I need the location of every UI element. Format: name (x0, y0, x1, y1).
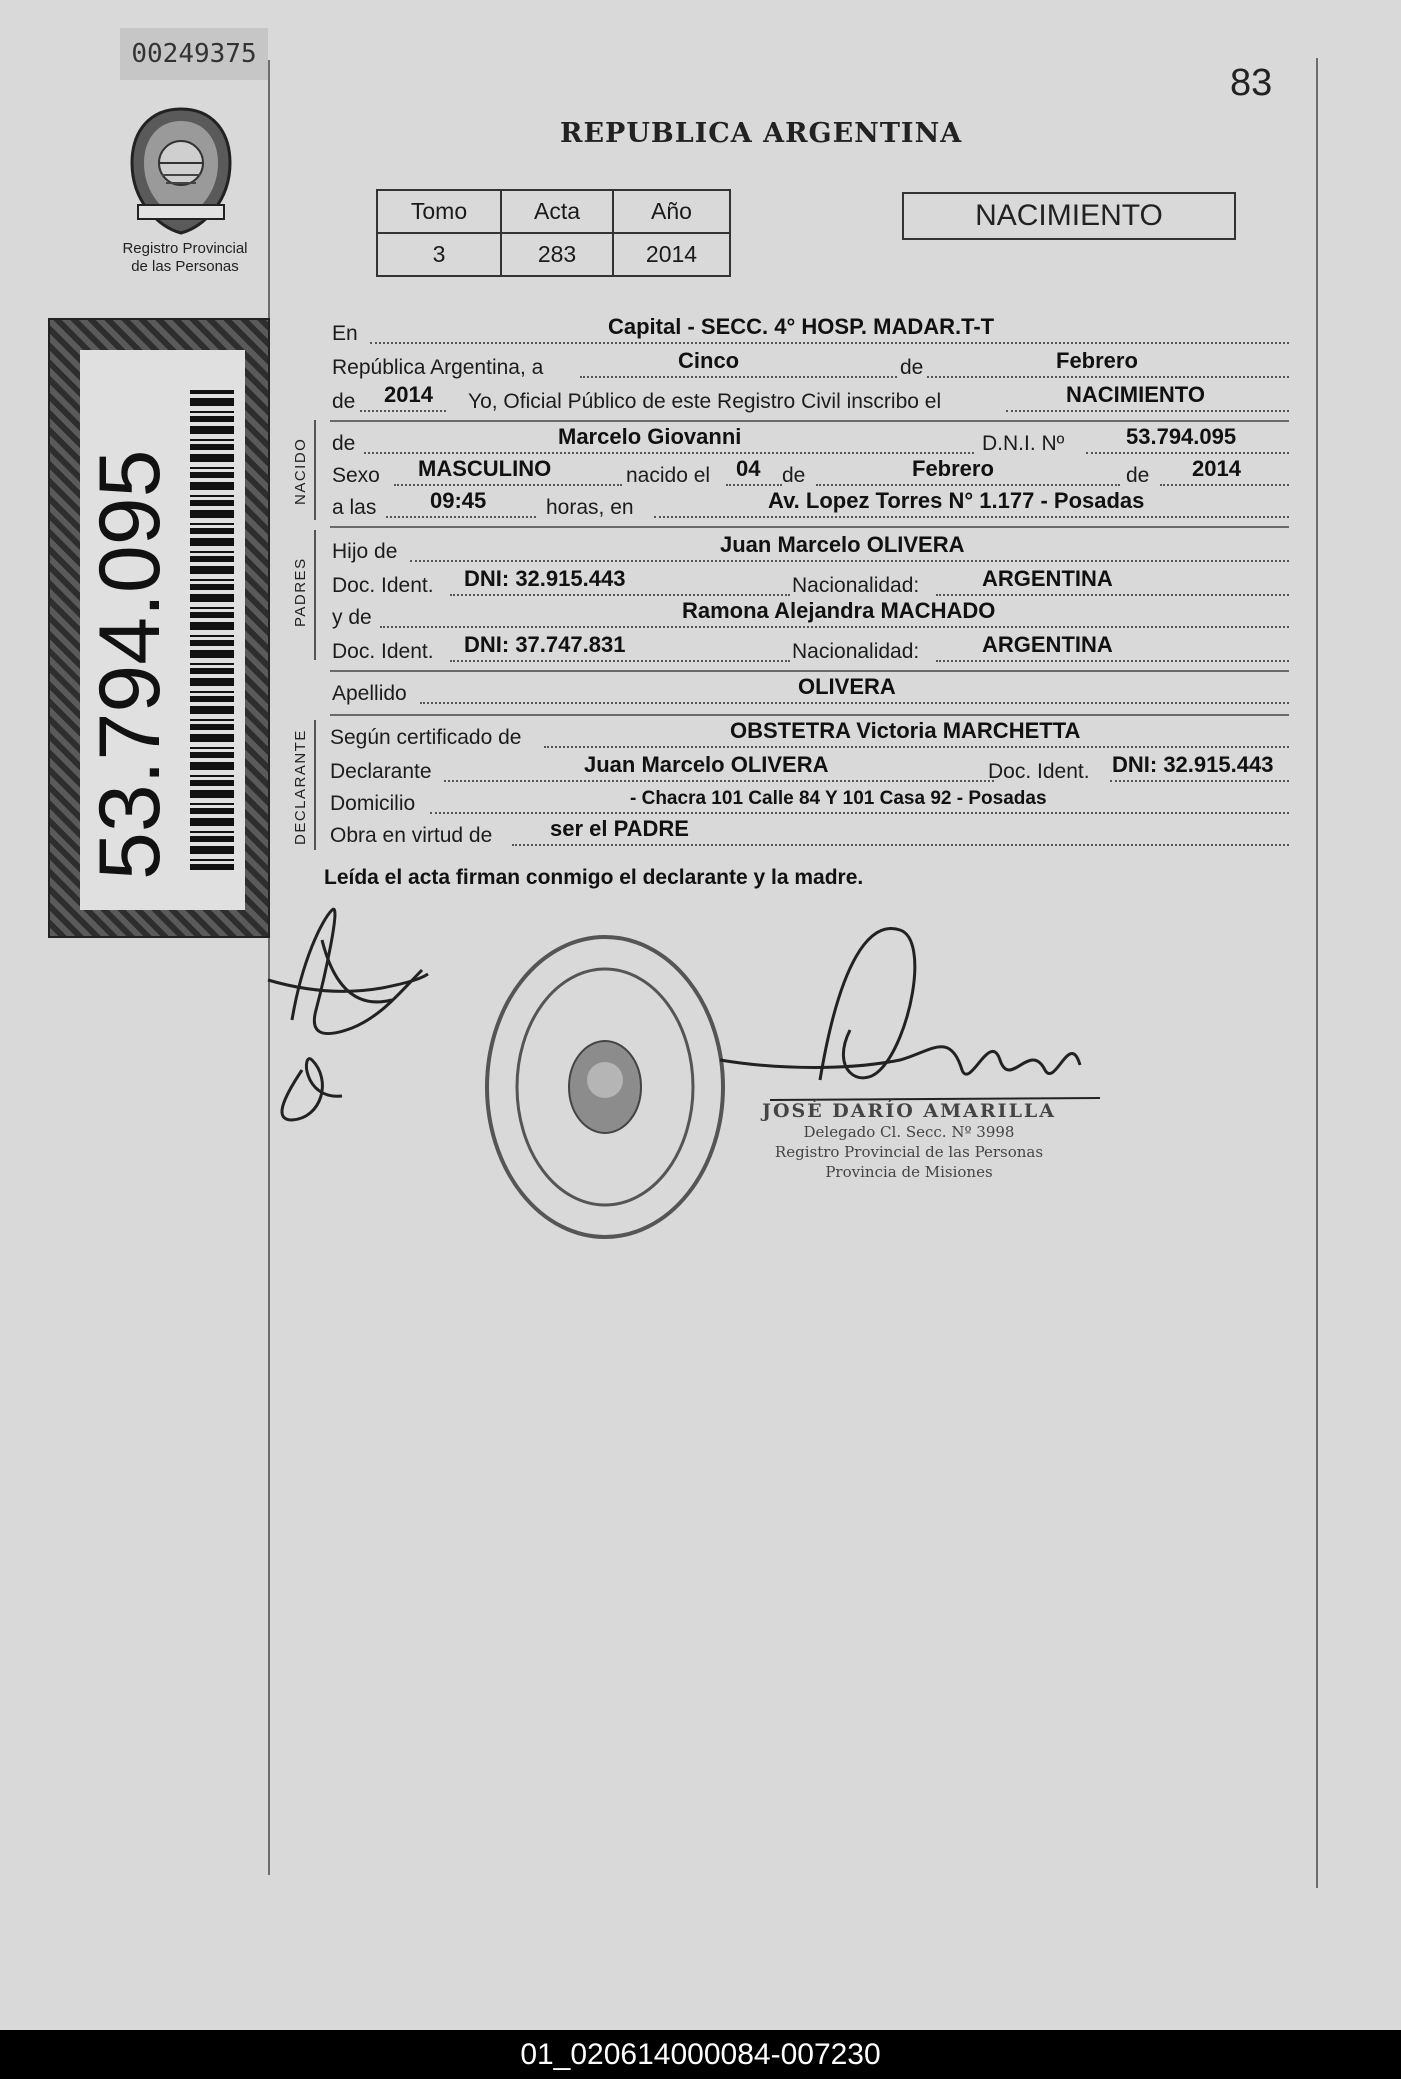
dia-value: Cinco (678, 348, 740, 373)
mes-value: Febrero (1056, 348, 1138, 373)
row-inscribo (330, 384, 1289, 416)
hora-dots (386, 516, 536, 518)
madre-doc-value: DNI: 37.747.831 (464, 632, 626, 657)
obra-dots (512, 844, 1289, 846)
padre-value: Juan Marcelo OLIVERA (720, 532, 965, 557)
hijo-label: Hijo de (332, 540, 398, 563)
sexo-dots (394, 484, 622, 486)
domicilio-value: - Chacra 101 Calle 84 Y 101 Casa 92 - Posadas (630, 788, 1047, 809)
hora-value: 09:45 (430, 488, 487, 513)
lugar-value: Av. Lopez Torres N° 1.177 - Posadas (768, 488, 1145, 513)
table-header-row (377, 190, 730, 233)
segun-label: Según certificado de (330, 726, 522, 749)
tomo-acta-anio-table (376, 189, 731, 277)
act-type-box: NACIMIENTO (902, 192, 1236, 240)
a-las-label: a las (332, 496, 377, 519)
value-tomo: 3 (377, 233, 501, 276)
dni-value: 53.794.095 (1126, 424, 1237, 449)
row-padre-doc (330, 568, 1289, 600)
reading-statement: Leída el acta firman conmigo el declarante y la madre. (324, 866, 864, 889)
apellido-value: OLIVERA (798, 674, 896, 699)
en-dots (370, 342, 1289, 344)
row-domicilio (330, 786, 1289, 818)
declarante-section-bar (314, 720, 316, 850)
padre-nac-dots (936, 594, 1289, 596)
nac-anio-dots (1160, 484, 1289, 486)
nombre-value: Marcelo Giovanni (558, 424, 742, 449)
official-role: Delegado Cl. Secc. Nº 3998 (803, 1123, 1015, 1141)
madre-dots (380, 626, 1289, 628)
nac-dia-dots (726, 484, 782, 486)
certificado-value: OBSTETRA Victoria MARCHETTA (730, 718, 1081, 743)
value-acta: 283 (501, 233, 613, 276)
en-value: Capital - SECC. 4° HOSP. MADAR.T-T (608, 314, 995, 339)
domicilio-dots (430, 812, 1289, 814)
en-label: En (332, 322, 358, 345)
declarante-label: Declarante (330, 760, 432, 783)
row-nombre (330, 426, 1289, 458)
declarante-section-label: DECLARANTE (292, 729, 309, 845)
row-declarante (330, 754, 1289, 786)
round-stamp-icon (480, 930, 730, 1245)
document-title: REPUBLICA ARGENTINA (560, 118, 963, 149)
divider-line (330, 670, 1289, 672)
madre-doc-dots (450, 660, 790, 662)
declarante-doc-value: DNI: 32.915.443 (1112, 752, 1274, 777)
row-republica (330, 350, 1289, 382)
madre-nac-value: ARGENTINA (982, 632, 1113, 657)
page-number: 83 (1230, 62, 1273, 104)
nacionalidad2-label: Nacionalidad: (792, 640, 920, 663)
official-signature (700, 920, 1110, 1120)
y-de-label: y de (332, 606, 372, 629)
doc-ident3-label: Doc. Ident. (988, 760, 1090, 783)
nombre-dots (364, 452, 974, 454)
divider-line (330, 526, 1289, 528)
official-stamp (744, 1100, 1074, 1182)
row-hora (330, 490, 1289, 522)
table-row (377, 233, 730, 276)
doc-ident2-label: Doc. Ident. (332, 640, 434, 663)
anio-value: 2014 (384, 382, 433, 407)
padres-section-bar (314, 530, 316, 660)
row-padre (330, 534, 1289, 566)
serial-number: 00249375 (120, 28, 268, 80)
right-margin-line (1316, 58, 1318, 1888)
declarante-value: Juan Marcelo OLIVERA (584, 752, 829, 777)
nac-mes-value: Febrero (912, 456, 994, 481)
registry-name (100, 240, 270, 276)
declarant-signature (262, 900, 432, 1140)
footer-filename: 01_020614000084-007230 (0, 2030, 1401, 2079)
nacido-section-label: NACIDO (292, 437, 309, 505)
declarante-doc-dots (1110, 780, 1289, 782)
apellido-dots (420, 702, 1289, 704)
row-madre (330, 600, 1289, 632)
sexo-label: Sexo (332, 464, 380, 487)
declarante-dots (444, 780, 994, 782)
registry-line-2: de las Personas (131, 258, 239, 275)
padres-section-label: PADRES (292, 557, 309, 627)
side-stamp-inner (80, 350, 245, 910)
divider-line (330, 420, 1289, 422)
inscribo-dots (1006, 410, 1289, 412)
sexo-value: MASCULINO (418, 456, 552, 481)
row-madre-doc (330, 634, 1289, 666)
official-province: Provincia de Misiones (825, 1163, 993, 1181)
certificado-dots (544, 746, 1289, 748)
header-acta: Acta (501, 190, 613, 233)
barcode-icon (190, 390, 234, 870)
official-name: JOSÉ DARÍO AMARILLA (761, 1100, 1057, 1122)
row-apellido (330, 676, 1289, 708)
official-registry: Registro Provincial de las Personas (774, 1143, 1044, 1161)
row-en (330, 316, 1289, 348)
padre-doc-dots (450, 594, 790, 596)
yo-label: Yo, Oficial Público de este Registro Civil inscribo el (468, 390, 942, 413)
value-anio: 2014 (613, 233, 730, 276)
obra-label: Obra en virtud de (330, 824, 493, 847)
obra-value: ser el PADRE (550, 816, 689, 841)
dni-dots (1086, 452, 1289, 454)
divider-line (330, 714, 1289, 716)
madre-value: Ramona Alejandra MACHADO (682, 598, 996, 623)
padre-doc-value: DNI: 32.915.443 (464, 566, 626, 591)
row-sexo (330, 458, 1289, 490)
de3-label: de (332, 432, 356, 455)
de2-label: de (332, 390, 356, 413)
row-certificado (330, 720, 1289, 752)
lugar-dots (654, 516, 1289, 518)
side-stamp (48, 318, 270, 938)
republica-dots (580, 376, 1289, 378)
de5-label: de (1126, 464, 1150, 487)
anio-dots (360, 410, 446, 412)
padre-dots (410, 560, 1289, 562)
de-label: de (900, 356, 924, 379)
nac-mes-dots (816, 484, 1120, 486)
apellido-label: Apellido (332, 682, 407, 705)
nacido-el-label: nacido el (626, 464, 711, 487)
doc-ident-label: Doc. Ident. (332, 574, 434, 597)
nacionalidad-label: Nacionalidad: (792, 574, 920, 597)
inscribo-value: NACIMIENTO (1066, 382, 1205, 407)
padre-nac-value: ARGENTINA (982, 566, 1113, 591)
de4-label: de (782, 464, 806, 487)
dni-label: D.N.I. Nº (982, 432, 1065, 455)
side-stamp-number: 53.794.095 (82, 449, 178, 880)
nac-dia-value: 04 (736, 456, 761, 481)
row-obra (330, 818, 1289, 850)
republica-label: República Argentina, a (332, 356, 544, 379)
header-tomo: Tomo (377, 190, 501, 233)
madre-nac-dots (936, 660, 1289, 662)
nacido-section-bar (314, 420, 316, 520)
domicilio-label: Domicilio (330, 792, 416, 815)
horas-en-label: horas, en (546, 496, 634, 519)
nac-anio-value: 2014 (1192, 456, 1241, 481)
header-anio: Año (613, 190, 730, 233)
registry-line-1: Registro Provincial (122, 240, 248, 257)
provincial-seal-icon (120, 105, 242, 237)
